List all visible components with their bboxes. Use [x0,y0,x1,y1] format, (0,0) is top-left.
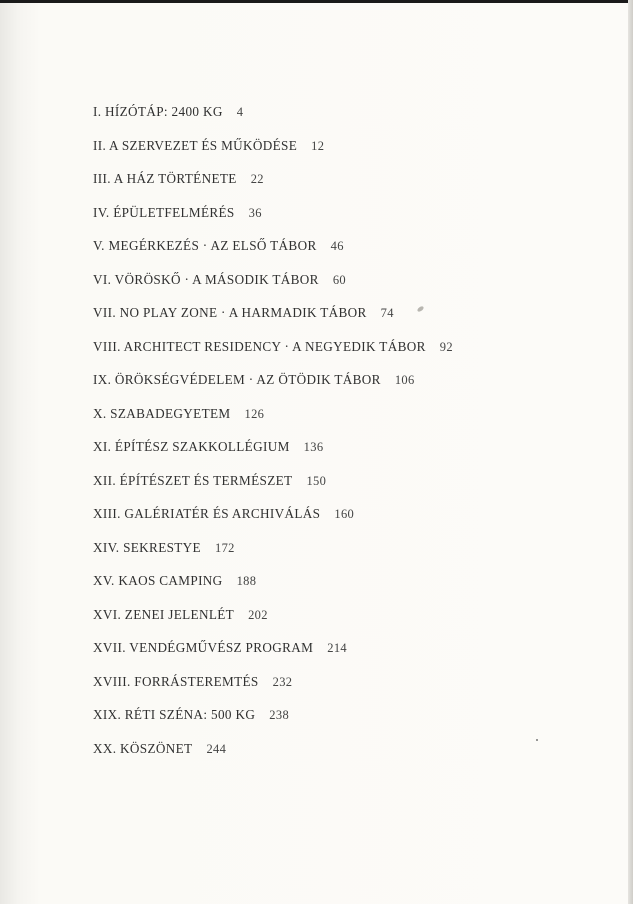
toc-entry [93,270,453,304]
toc-entry-title: XI. ÉPÍTÉSZ SZAKKOLLÉGIUM [93,439,290,454]
toc-entry-title: VII. NO PLAY ZONE · A HARMADIK TÁBOR [93,305,367,320]
toc-entry-page: 60 [332,272,347,287]
toc-entry-page: 214 [327,641,348,655]
paper-speck [536,739,538,741]
toc-entry-page: 238 [269,708,290,722]
toc-entry-page: 12 [311,138,325,153]
toc-entry-page: 92 [439,339,453,354]
toc-entry [93,404,453,438]
toc-entry-page: 188 [236,574,257,588]
toc-entry-page: 160 [334,507,355,521]
toc-entry-title: XIII. GALÉRIATÉR ÉS ARCHIVÁLÁS [93,506,321,521]
toc-entry [93,571,453,605]
toc-entry [93,169,453,203]
toc-entry-title: XIV. SEKRESTYE [93,539,201,555]
toc-entry [93,672,453,706]
toc-entry [93,739,453,773]
toc-entry-page: 232 [272,674,293,689]
toc-entry [93,337,453,371]
toc-entry-title: III. A HÁZ TÖRTÉNETE [93,171,237,186]
toc-entry [93,437,453,471]
toc-entry-title: XVII. VENDÉGMŰVÉSZ PROGRAM [93,640,314,655]
toc-entry-title: X. SZABADEGYETEM [93,405,231,421]
toc-entry-title: I. HÍZÓTÁP: 2400 KG [93,104,223,119]
toc-entry-title: IX. ÖRÖKSÉGVÉDELEM · AZ ÖTÖDIK TÁBOR [93,372,381,387]
toc-entry [93,471,453,505]
toc-entry-page: 74 [380,306,394,320]
toc-entry-page: 136 [303,440,324,454]
toc-entry-title: XVI. ZENEI JELENLÉT [93,606,235,622]
toc-entry [93,303,453,337]
toc-entry-title: XIX. RÉTI SZÉNA: 500 KG [93,707,256,722]
toc-entry [93,538,453,572]
toc-entry [93,605,453,639]
toc-entry-title: II. A SZERVEZET ÉS MŰKÖDÉSE [93,137,298,153]
toc-entry-title: IV. ÉPÜLETFELMÉRÉS [93,204,235,220]
toc-entry [93,236,453,270]
toc-entry-page: 4 [236,105,244,119]
scan-top-edge [0,0,633,3]
toc-entry [93,638,453,672]
toc-entry-title: XV. KAOS CAMPING [93,573,223,588]
table-of-contents [93,102,453,772]
toc-entry [93,136,453,170]
toc-entry [93,102,453,136]
toc-entry-title: VIII. ARCHITECT RESIDENCY · A NEGYEDIK TÁBOR [93,338,426,354]
toc-entry-page: 22 [250,172,264,186]
toc-entry-title: XII. ÉPÍTÉSZET ÉS TERMÉSZET [93,472,293,488]
toc-entry [93,203,453,237]
toc-entry-page: 244 [206,741,227,756]
toc-entry-page: 202 [248,607,268,622]
toc-entry-page: 172 [214,540,235,555]
toc-entry [93,504,453,538]
toc-entry-page: 150 [306,473,327,488]
toc-entry-title: XVIII. FORRÁSTEREMTÉS [93,673,259,689]
toc-entry-page: 36 [248,205,262,220]
toc-entry-title: V. MEGÉRKEZÉS · AZ ELSŐ TÁBOR [93,238,317,253]
toc-entry-page: 46 [330,239,344,253]
toc-entry-page: 126 [244,406,265,421]
toc-entry [93,705,453,739]
toc-entry [93,370,453,404]
toc-entry-page: 106 [394,373,415,387]
toc-entry-title: VI. VÖRÖSKŐ · A MÁSODIK TÁBOR [93,271,319,287]
page-right-edge [628,0,633,904]
toc-entry-title: XX. KÖSZÖNET [93,740,193,756]
